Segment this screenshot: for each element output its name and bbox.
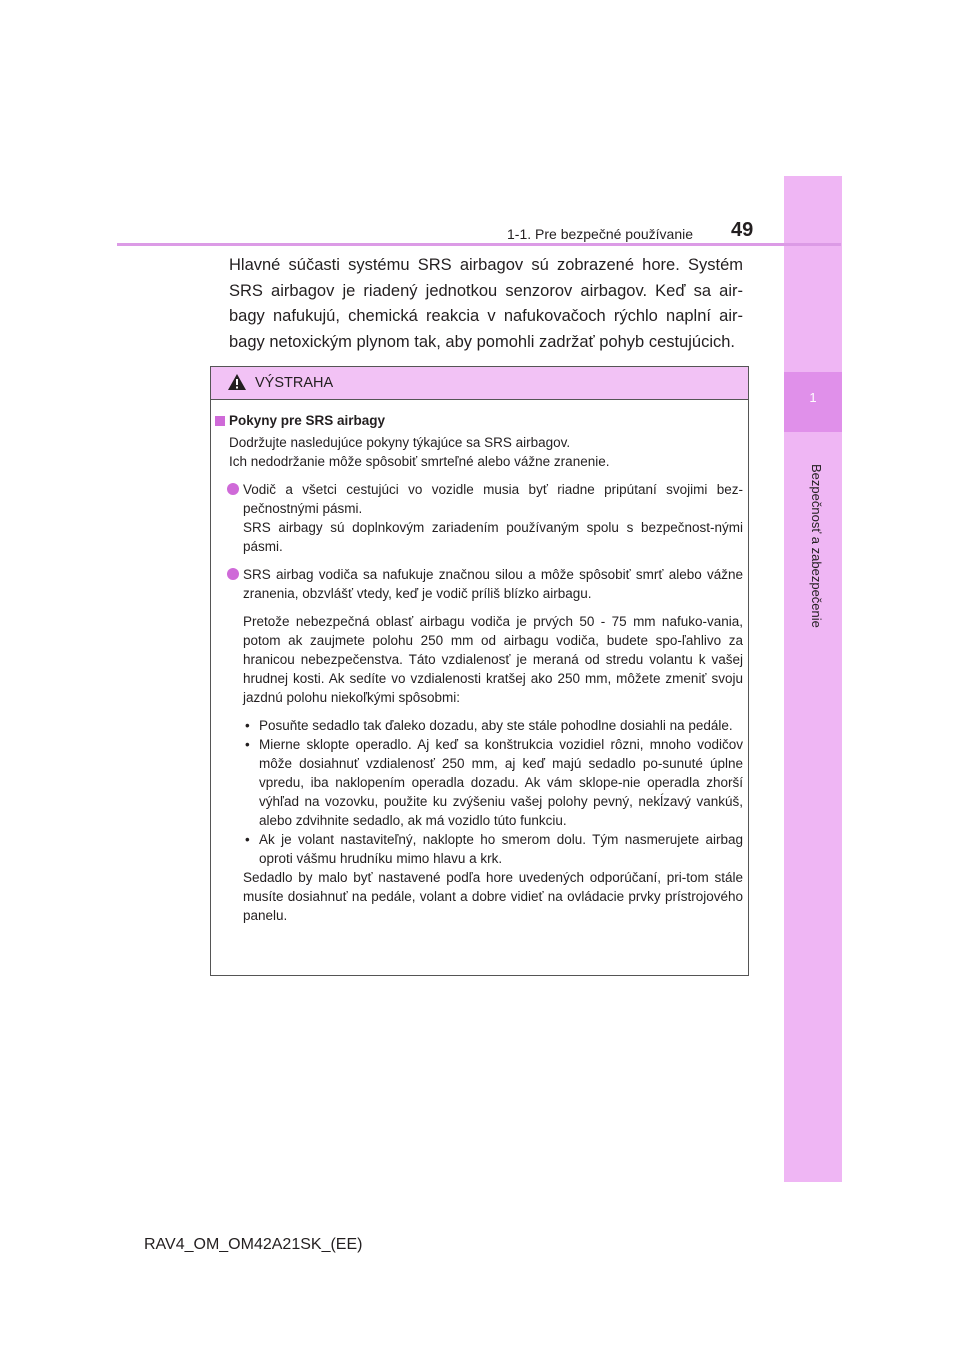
list-item: • Mierne sklopte operadlo. Aj keď sa konštrukcia vozidiel rôzni, mnoho vodičov môže dosiahnuť vzdialenosť 250 mm, aj keď majú sedadlo po-sunuté úplne vpredu, iba naklopením operadla dozadu. Ak vám sklope-nie operadla zhorší výhľad na vozovku, použite ku zvýšeniu vašej polohy pevný, nekĺzavý vankúš, alebo zdvihnite sedadlo, ak má vozidlo túto funkciu.	[245, 737, 743, 828]
warning-lead-2: Ich nedodržanie môže spôsobiť smrteľné alebo vážne zranenie.	[229, 454, 610, 469]
chapter-side-tab	[784, 176, 842, 1182]
list-item: • Posuňte sedadlo tak ďaleko dozadu, aby ste stále pohodlne dosiahli na pedále.	[245, 718, 733, 733]
list-item: • Ak je volant nastaviteľný, naklopte ho smerom dolu. Tým nasmerujete airbag oproti vášmu hrudníku mimo hlavu a krk.	[245, 832, 743, 866]
position-list	[215, 716, 743, 868]
warning-section-title: Pokyny pre SRS airbagy	[229, 413, 386, 428]
bullet-text: SRS airbag vodiča sa nafukuje značnou silou a môže spôsobiť smrť alebo vážne zranenia, obzvlášť vtedy, keď je vodič príliš blízko airbagu.	[243, 567, 743, 601]
round-bullet-icon	[227, 483, 239, 495]
bullet-text: Vodič a všetci cestujúci vo vozidle musia byť riadne pripútaní svojimi bez-pečnostnými pásmi.	[243, 482, 743, 516]
bullet-item-seatbelts	[215, 480, 743, 556]
bullet-text-continued: SRS airbagy sú doplnkovým zariadením používaným spolu s bezpečnost-nými pásmi.	[243, 520, 743, 554]
round-bullet-icon	[227, 568, 239, 580]
intro-paragraph: Hlavné súčasti systému SRS airbagov sú zobrazené hore. Systém SRS airbagov je riadený jednotkou senzorov airbagov. Keď sa air-bagy nafukujú, chemická reakcia v nafukovačoch rýchlo naplní air-bagy netoxickým plynom tak, aby pomohli zadržať pohyb cestujúcich.	[229, 256, 743, 351]
distance-paragraph: Pretože nebezpečná oblasť airbagu vodiča je prvých 50 - 75 mm nafuko-vania, potom ak zaujmete polohu 250 mm od airbagu vodiča, budete spo-ľahlivo za hranicou nebezpečenstva. Táto vzdialenosť je meraná od stredu volantu k vašej hrudnej kosti. Ak sedíte vo vzdialenosti kratšej ako 250 mm, môžete zmeniť svoju jazdnú polohu niekoľkými spôsobmi:	[243, 614, 743, 705]
page-number: 49	[731, 219, 754, 241]
warning-title: VÝSTRAHA	[255, 375, 334, 391]
warning-box	[210, 366, 749, 976]
warning-body	[215, 411, 743, 925]
closing-paragraph: Sedadlo by malo byť nastavené podľa hore uvedených odporúčaní, pri-tom stále musíte dosiahnuť na pedále, volant a dobre vidieť na ovládacie prvky prístrojového panelu.	[243, 870, 743, 923]
warning-triangle-icon	[227, 373, 247, 391]
warning-lead-1: Dodržujte nasledujúce pokyny týkajúce sa SRS airbagov.	[229, 435, 571, 450]
warning-section-heading	[215, 411, 743, 430]
document-footer: RAV4_OM_OM42A21SK_(EE)	[144, 1236, 363, 1253]
header-rule	[117, 243, 841, 246]
chapter-number: 1	[809, 390, 817, 405]
section-header: 1-1. Pre bezpečné používanie	[507, 226, 694, 242]
warning-header	[211, 367, 748, 400]
bullet-item-driver-airbag	[215, 565, 743, 603]
square-bullet-icon	[215, 416, 225, 426]
chapter-title: Bezpečnosť a zabezpečenie	[809, 464, 824, 628]
